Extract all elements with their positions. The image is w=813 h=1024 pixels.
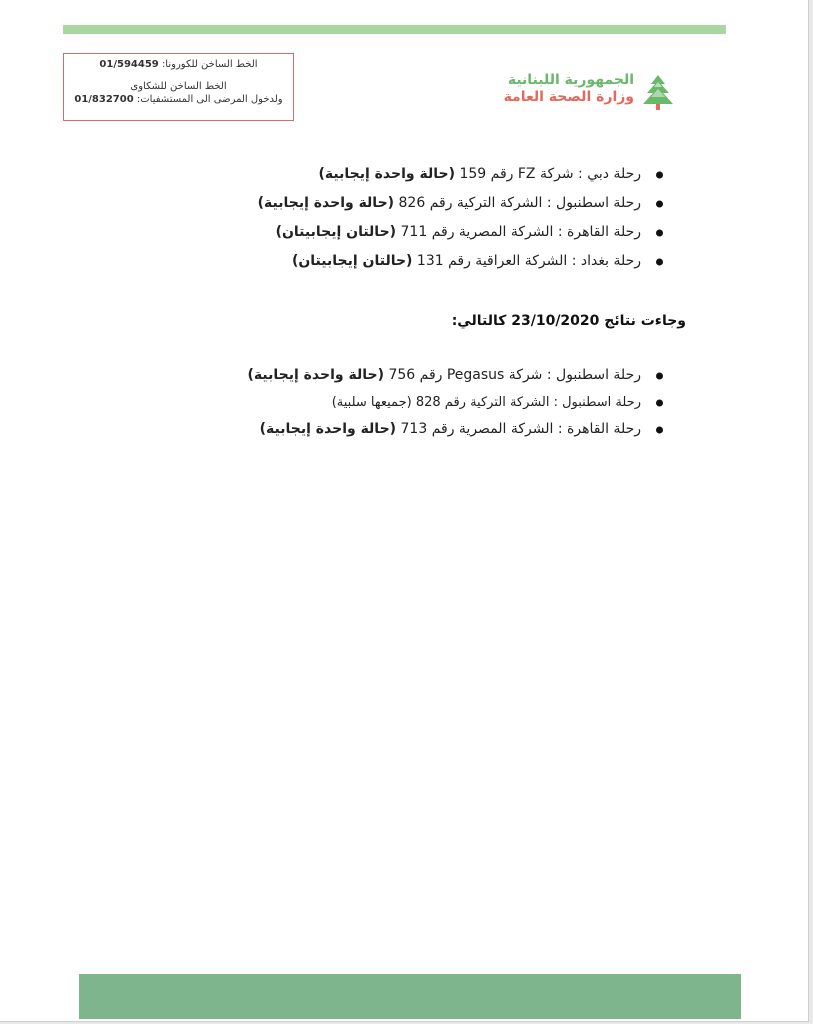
hotline-complaints-label: الخط الساخن للشكاوى: [130, 81, 227, 92]
list-item: رحلة القاهرة : الشركة المصرية رقم 711 (حالتان إيجابيتان): [258, 218, 665, 247]
list-item: رحلة بغداد : الشركة العراقية رقم 131 (حالتان إيجابيتان): [258, 247, 665, 276]
hotline-corona-number: 01/594459: [99, 59, 159, 70]
cedar-tree-icon: [638, 72, 678, 112]
bottom-accent-bar: [79, 974, 741, 1019]
ministry-logo: [498, 72, 678, 112]
flight-list-2: [248, 362, 665, 443]
hotline-corona-line: [64, 58, 293, 71]
list-item: رحلة اسطنبول : الشركة التركية رقم 828 (جميعها سلبية): [248, 389, 665, 416]
list-item: رحلة اسطنبول : شركة Pegasus رقم 756 (حالة واحدة إيجابية): [248, 362, 665, 389]
logo-ministry-text: وزارة الصحة العامة: [503, 89, 634, 105]
hotline-box: [63, 53, 294, 121]
hotline-admission-number: 01/832700: [74, 94, 134, 105]
hotline-admission-label: ولدخول المرضى الى المستشفيات:: [136, 94, 283, 105]
flight-list-1: [258, 160, 665, 276]
hotline-admission-line: [64, 93, 293, 106]
list-item: رحلة دبي : شركة FZ رقم 159 (حالة واحدة إيجابية): [258, 160, 665, 189]
results-heading: وجاءت نتائج 23/10/2020 كالتالي:: [451, 313, 686, 329]
list-item: رحلة اسطنبول : الشركة التركية رقم 826 (حالة واحدة إيجابية): [258, 189, 665, 218]
logo-republic-text: الجمهورية اللبنانية: [507, 72, 634, 88]
top-accent-bar: [63, 25, 726, 34]
hotline-corona-label: الخط الساخن للكورونا:: [161, 59, 258, 70]
list-item: رحلة القاهرة : الشركة المصرية رقم 713 (حالة واحدة إيجابية): [248, 416, 665, 443]
